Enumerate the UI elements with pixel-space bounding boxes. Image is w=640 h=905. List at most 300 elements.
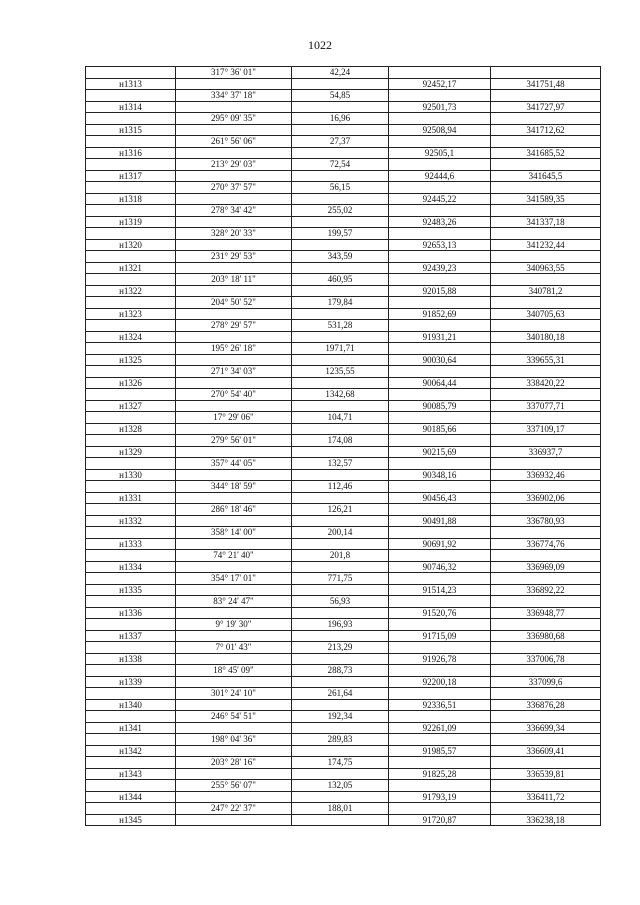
point-name-cell (86, 113, 176, 125)
distance-cell (292, 147, 389, 159)
point-name-cell (86, 481, 176, 493)
x-coordinate-cell: 91793,19 (389, 791, 491, 803)
x-coordinate-cell (389, 665, 491, 677)
segment-row (86, 688, 601, 700)
point-row (86, 147, 601, 159)
angle-cell (176, 400, 292, 412)
point-row (86, 630, 601, 642)
y-coordinate-cell (491, 182, 601, 194)
angle-cell: 301° 24' 10" (176, 688, 292, 700)
point-row (86, 446, 601, 458)
angle-cell: 295° 09' 35" (176, 113, 292, 125)
distance-cell: 54,85 (292, 90, 389, 102)
angle-cell (176, 469, 292, 481)
angle-cell: 357° 44' 05" (176, 458, 292, 470)
x-coordinate-cell (389, 711, 491, 723)
distance-cell: 1342,68 (292, 389, 389, 401)
point-row (86, 538, 601, 550)
x-coordinate-cell (389, 136, 491, 148)
y-coordinate-cell: 340781,2 (491, 285, 601, 297)
angle-cell (176, 101, 292, 113)
point-name-cell (86, 734, 176, 746)
x-coordinate-cell: 90746,32 (389, 561, 491, 573)
distance-cell (292, 124, 389, 136)
y-coordinate-cell (491, 159, 601, 171)
x-coordinate-cell (389, 596, 491, 608)
point-name-cell (86, 343, 176, 355)
point-name-cell: н1320 (86, 239, 176, 251)
angle-cell (176, 745, 292, 757)
point-name-cell (86, 803, 176, 815)
x-coordinate-cell (389, 205, 491, 217)
segment-row (86, 366, 601, 378)
y-coordinate-cell: 337099,6 (491, 676, 601, 688)
angle-cell (176, 630, 292, 642)
y-coordinate-cell (491, 67, 601, 79)
point-name-cell (86, 412, 176, 424)
distance-cell: 16,96 (292, 113, 389, 125)
distance-cell: 255,02 (292, 205, 389, 217)
x-coordinate-cell (389, 642, 491, 654)
y-coordinate-cell: 338420,22 (491, 377, 601, 389)
angle-cell: 344° 18' 59" (176, 481, 292, 493)
point-name-cell: н1334 (86, 561, 176, 573)
distance-cell: 261,64 (292, 688, 389, 700)
x-coordinate-cell (389, 458, 491, 470)
distance-cell: 289,83 (292, 734, 389, 746)
distance-cell: 72,54 (292, 159, 389, 171)
distance-cell (292, 239, 389, 251)
y-coordinate-cell (491, 619, 601, 631)
x-coordinate-cell (389, 366, 491, 378)
x-coordinate-cell (389, 297, 491, 309)
point-row (86, 239, 601, 251)
distance-cell: 174,75 (292, 757, 389, 769)
point-name-cell: н1319 (86, 216, 176, 228)
y-coordinate-cell (491, 136, 601, 148)
x-coordinate-cell: 91926,78 (389, 653, 491, 665)
y-coordinate-cell: 341589,35 (491, 193, 601, 205)
x-coordinate-cell (389, 90, 491, 102)
x-coordinate-cell (389, 159, 491, 171)
x-coordinate-cell (389, 757, 491, 769)
segment-row (86, 481, 601, 493)
x-coordinate-cell (389, 389, 491, 401)
distance-cell: 179,84 (292, 297, 389, 309)
y-coordinate-cell: 336948,77 (491, 607, 601, 619)
angle-cell: 286° 18' 46" (176, 504, 292, 516)
point-name-cell: н1338 (86, 653, 176, 665)
distance-cell (292, 584, 389, 596)
y-coordinate-cell: 341685,52 (491, 147, 601, 159)
y-coordinate-cell (491, 757, 601, 769)
point-name-cell (86, 550, 176, 562)
angle-cell: 358° 14' 00" (176, 527, 292, 539)
segment-row (86, 665, 601, 677)
distance-cell: 112,46 (292, 481, 389, 493)
x-coordinate-cell (389, 67, 491, 79)
angle-cell (176, 722, 292, 734)
x-coordinate-cell: 91985,57 (389, 745, 491, 757)
angle-cell (176, 561, 292, 573)
distance-cell (292, 814, 389, 826)
point-name-cell: н1317 (86, 170, 176, 182)
angle-cell (176, 768, 292, 780)
y-coordinate-cell: 336699,34 (491, 722, 601, 734)
x-coordinate-cell: 92501,73 (389, 101, 491, 113)
angle-cell: 247° 22' 37" (176, 803, 292, 815)
distance-cell: 132,05 (292, 780, 389, 792)
distance-cell (292, 423, 389, 435)
x-coordinate-cell: 90064,44 (389, 377, 491, 389)
angle-cell: 204° 50' 52" (176, 297, 292, 309)
angle-cell: 278° 29' 57" (176, 320, 292, 332)
point-name-cell: н1324 (86, 331, 176, 343)
angle-cell: 213° 29' 03" (176, 159, 292, 171)
distance-cell (292, 101, 389, 113)
distance-cell (292, 308, 389, 320)
point-row (86, 193, 601, 205)
segment-row (86, 412, 601, 424)
point-name-cell (86, 297, 176, 309)
y-coordinate-cell: 341751,48 (491, 78, 601, 90)
angle-cell (176, 216, 292, 228)
point-row (86, 584, 601, 596)
x-coordinate-cell: 92505,1 (389, 147, 491, 159)
x-coordinate-cell (389, 113, 491, 125)
x-coordinate-cell: 92445,22 (389, 193, 491, 205)
point-name-cell (86, 274, 176, 286)
distance-cell (292, 285, 389, 297)
point-row (86, 400, 601, 412)
distance-cell (292, 607, 389, 619)
point-row (86, 676, 601, 688)
x-coordinate-cell (389, 228, 491, 240)
distance-cell (292, 216, 389, 228)
point-name-cell: н1332 (86, 515, 176, 527)
y-coordinate-cell (491, 435, 601, 447)
point-name-cell (86, 90, 176, 102)
point-row (86, 607, 601, 619)
point-name-cell: н1341 (86, 722, 176, 734)
angle-cell: 271° 34' 03" (176, 366, 292, 378)
angle-cell: 328° 20' 33" (176, 228, 292, 240)
angle-cell (176, 239, 292, 251)
y-coordinate-cell: 336902,06 (491, 492, 601, 504)
segment-row (86, 90, 601, 102)
y-coordinate-cell: 341727,97 (491, 101, 601, 113)
angle-cell (176, 653, 292, 665)
y-coordinate-cell (491, 734, 601, 746)
angle-cell: 317° 36' 01" (176, 67, 292, 79)
segment-row (86, 642, 601, 654)
segment-row (86, 228, 601, 240)
x-coordinate-cell: 91825,28 (389, 768, 491, 780)
angle-cell (176, 377, 292, 389)
x-coordinate-cell: 90085,79 (389, 400, 491, 412)
x-coordinate-cell: 92483,26 (389, 216, 491, 228)
distance-cell: 200,14 (292, 527, 389, 539)
point-row (86, 377, 601, 389)
distance-cell: 42,24 (292, 67, 389, 79)
y-coordinate-cell: 341337,18 (491, 216, 601, 228)
angle-cell: 270° 54' 40" (176, 389, 292, 401)
distance-cell: 196,93 (292, 619, 389, 631)
point-name-cell (86, 136, 176, 148)
point-name-cell: н1344 (86, 791, 176, 803)
distance-cell (292, 515, 389, 527)
distance-cell: 174,08 (292, 435, 389, 447)
segment-row (86, 159, 601, 171)
x-coordinate-cell (389, 688, 491, 700)
segment-row (86, 389, 601, 401)
y-coordinate-cell: 336892,22 (491, 584, 601, 596)
x-coordinate-cell: 91852,69 (389, 308, 491, 320)
y-coordinate-cell (491, 412, 601, 424)
x-coordinate-cell: 92444,6 (389, 170, 491, 182)
y-coordinate-cell: 336932,46 (491, 469, 601, 481)
angle-cell: 261° 56' 06" (176, 136, 292, 148)
y-coordinate-cell: 336539,81 (491, 768, 601, 780)
point-name-cell (86, 757, 176, 769)
distance-cell: 199,57 (292, 228, 389, 240)
distance-cell: 104,71 (292, 412, 389, 424)
distance-cell: 288,73 (292, 665, 389, 677)
y-coordinate-cell: 341645,5 (491, 170, 601, 182)
point-name-cell: н1337 (86, 630, 176, 642)
y-coordinate-cell: 340705,63 (491, 308, 601, 320)
segment-row (86, 573, 601, 585)
angle-cell (176, 124, 292, 136)
x-coordinate-cell: 92336,51 (389, 699, 491, 711)
y-coordinate-cell (491, 274, 601, 286)
x-coordinate-cell: 92508,94 (389, 124, 491, 136)
segment-row (86, 205, 601, 217)
angle-cell: 17° 29' 06" (176, 412, 292, 424)
x-coordinate-cell: 90456,43 (389, 492, 491, 504)
distance-cell: 201,8 (292, 550, 389, 562)
distance-cell (292, 331, 389, 343)
distance-cell (292, 745, 389, 757)
angle-cell: 7° 01' 43" (176, 642, 292, 654)
angle-cell (176, 607, 292, 619)
point-row (86, 170, 601, 182)
y-coordinate-cell: 336876,28 (491, 699, 601, 711)
y-coordinate-cell (491, 113, 601, 125)
y-coordinate-cell: 340963,55 (491, 262, 601, 274)
y-coordinate-cell (491, 711, 601, 723)
point-name-cell (86, 251, 176, 263)
x-coordinate-cell (389, 182, 491, 194)
segment-row (86, 527, 601, 539)
distance-cell (292, 630, 389, 642)
point-name-cell: н1315 (86, 124, 176, 136)
x-coordinate-cell: 91931,21 (389, 331, 491, 343)
distance-cell: 460,95 (292, 274, 389, 286)
distance-cell (292, 377, 389, 389)
point-name-cell (86, 458, 176, 470)
distance-cell: 1971,71 (292, 343, 389, 355)
angle-cell: 203° 18' 11" (176, 274, 292, 286)
distance-cell (292, 538, 389, 550)
x-coordinate-cell (389, 412, 491, 424)
angle-cell (176, 814, 292, 826)
y-coordinate-cell (491, 458, 601, 470)
point-row (86, 423, 601, 435)
segment-row (86, 458, 601, 470)
x-coordinate-cell (389, 803, 491, 815)
point-name-cell (86, 389, 176, 401)
x-coordinate-cell: 92261,09 (389, 722, 491, 734)
segment-row (86, 136, 601, 148)
distance-cell (292, 676, 389, 688)
point-row (86, 745, 601, 757)
point-name-cell (86, 665, 176, 677)
point-name-cell: н1321 (86, 262, 176, 274)
angle-cell (176, 170, 292, 182)
point-name-cell: н1330 (86, 469, 176, 481)
point-row (86, 308, 601, 320)
y-coordinate-cell: 337077,71 (491, 400, 601, 412)
distance-cell (292, 699, 389, 711)
y-coordinate-cell (491, 527, 601, 539)
distance-cell (292, 354, 389, 366)
segment-row (86, 343, 601, 355)
segment-row (86, 182, 601, 194)
segment-row (86, 780, 601, 792)
angle-cell: 9° 19' 30" (176, 619, 292, 631)
distance-cell: 126,21 (292, 504, 389, 516)
distance-cell: 771,75 (292, 573, 389, 585)
segment-row (86, 550, 601, 562)
y-coordinate-cell (491, 688, 601, 700)
y-coordinate-cell: 336980,68 (491, 630, 601, 642)
angle-cell: 246° 54' 51" (176, 711, 292, 723)
point-name-cell (86, 711, 176, 723)
y-coordinate-cell: 340180,18 (491, 331, 601, 343)
segment-row (86, 67, 601, 79)
distance-cell: 132,57 (292, 458, 389, 470)
segment-row (86, 297, 601, 309)
angle-cell: 203° 28' 16" (176, 757, 292, 769)
x-coordinate-cell (389, 527, 491, 539)
segment-row (86, 803, 601, 815)
angle-cell (176, 538, 292, 550)
distance-cell (292, 722, 389, 734)
point-name-cell: н1340 (86, 699, 176, 711)
point-row (86, 262, 601, 274)
point-row (86, 699, 601, 711)
x-coordinate-cell (389, 481, 491, 493)
distance-cell: 56,93 (292, 596, 389, 608)
point-name-cell: н1323 (86, 308, 176, 320)
y-coordinate-cell: 336780,93 (491, 515, 601, 527)
segment-row (86, 619, 601, 631)
point-name-cell: н1335 (86, 584, 176, 596)
point-name-cell (86, 320, 176, 332)
angle-cell (176, 515, 292, 527)
distance-cell: 56,15 (292, 182, 389, 194)
y-coordinate-cell (491, 481, 601, 493)
segment-row (86, 251, 601, 263)
point-name-cell (86, 366, 176, 378)
angle-cell: 279° 56' 01" (176, 435, 292, 447)
x-coordinate-cell: 90348,16 (389, 469, 491, 481)
point-row (86, 768, 601, 780)
x-coordinate-cell (389, 573, 491, 585)
x-coordinate-cell: 91715,09 (389, 630, 491, 642)
point-row (86, 814, 601, 826)
angle-cell (176, 354, 292, 366)
y-coordinate-cell: 336238,18 (491, 814, 601, 826)
x-coordinate-cell (389, 435, 491, 447)
y-coordinate-cell: 337006,78 (491, 653, 601, 665)
y-coordinate-cell: 337109,17 (491, 423, 601, 435)
x-coordinate-cell: 92452,17 (389, 78, 491, 90)
distance-cell: 192,34 (292, 711, 389, 723)
segment-row (86, 435, 601, 447)
point-name-cell (86, 435, 176, 447)
point-name-cell: н1345 (86, 814, 176, 826)
y-coordinate-cell (491, 297, 601, 309)
point-name-cell (86, 159, 176, 171)
point-name-cell: н1326 (86, 377, 176, 389)
distance-cell (292, 400, 389, 412)
distance-cell: 188,01 (292, 803, 389, 815)
y-coordinate-cell: 336411,72 (491, 791, 601, 803)
x-coordinate-cell: 91514,23 (389, 584, 491, 596)
y-coordinate-cell (491, 251, 601, 263)
point-name-cell: н1327 (86, 400, 176, 412)
point-name-cell (86, 205, 176, 217)
angle-cell (176, 147, 292, 159)
point-row (86, 285, 601, 297)
x-coordinate-cell (389, 251, 491, 263)
y-coordinate-cell (491, 205, 601, 217)
point-name-cell (86, 780, 176, 792)
point-name-cell (86, 619, 176, 631)
point-name-cell (86, 228, 176, 240)
y-coordinate-cell: 339655,31 (491, 354, 601, 366)
point-row (86, 331, 601, 343)
point-name-cell: н1325 (86, 354, 176, 366)
y-coordinate-cell (491, 90, 601, 102)
x-coordinate-cell: 90215,69 (389, 446, 491, 458)
segment-row (86, 113, 601, 125)
distance-cell (292, 791, 389, 803)
y-coordinate-cell (491, 389, 601, 401)
angle-cell: 255° 56' 07" (176, 780, 292, 792)
angle-cell: 231° 29' 53" (176, 251, 292, 263)
x-coordinate-cell (389, 734, 491, 746)
x-coordinate-cell (389, 320, 491, 332)
angle-cell (176, 584, 292, 596)
y-coordinate-cell: 336609,41 (491, 745, 601, 757)
point-name-cell: н1328 (86, 423, 176, 435)
y-coordinate-cell (491, 550, 601, 562)
point-name-cell (86, 504, 176, 516)
y-coordinate-cell (491, 228, 601, 240)
point-row (86, 78, 601, 90)
point-name-cell: н1318 (86, 193, 176, 205)
y-coordinate-cell: 341712,62 (491, 124, 601, 136)
coordinates-table-body (86, 67, 601, 826)
distance-cell (292, 768, 389, 780)
point-name-cell (86, 642, 176, 654)
y-coordinate-cell: 336937,7 (491, 446, 601, 458)
angle-cell: 83° 24' 47" (176, 596, 292, 608)
angle-cell: 195° 26' 18" (176, 343, 292, 355)
